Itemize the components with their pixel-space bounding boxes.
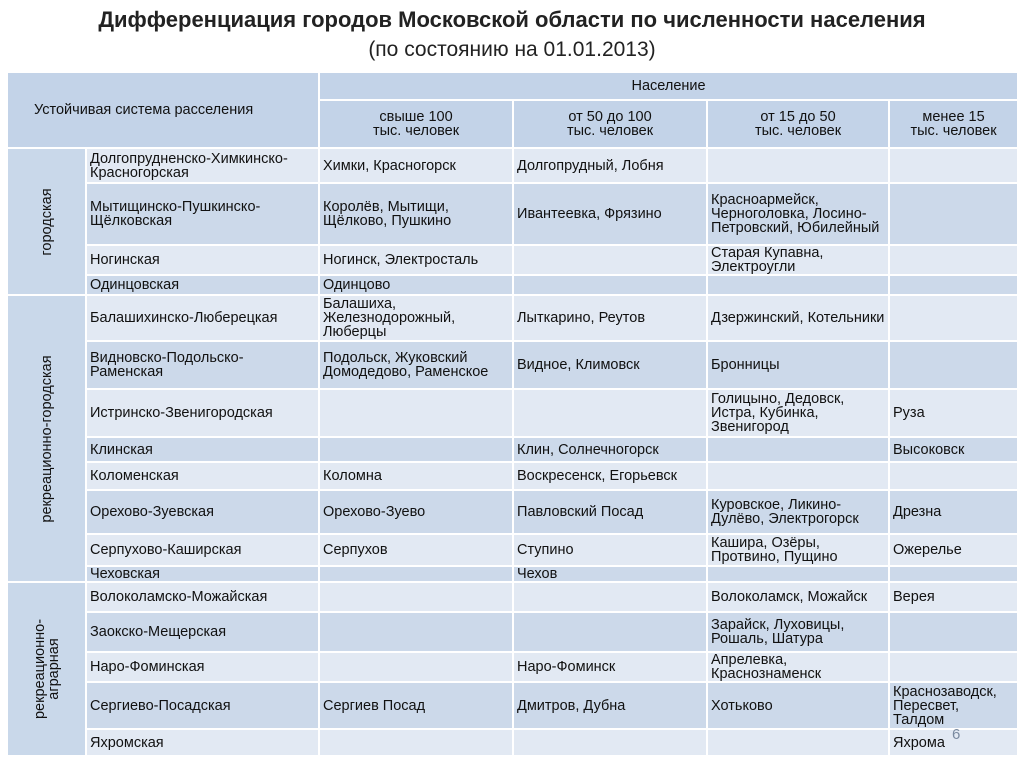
page-number: 6 — [952, 726, 961, 743]
table-row — [7, 275, 1018, 295]
cities-cell: Ожерелье — [889, 534, 1018, 566]
cities-cell — [889, 183, 1018, 245]
group-label-line: городская — [38, 187, 55, 256]
cities-cell: Дзержинский, Котельники — [707, 295, 889, 341]
cities-cell — [889, 341, 1018, 389]
table-row — [7, 341, 1018, 389]
cities-cell — [707, 566, 889, 582]
cities-cell: Коломна — [319, 462, 513, 490]
cities-cell — [707, 275, 889, 295]
group-label-line: рекреационно- — [31, 618, 48, 720]
cities-cell: Старая Купавна, Электроугли — [707, 245, 889, 275]
group-label-text — [33, 619, 61, 719]
cities-cell: Наро-Фоминск — [513, 652, 707, 682]
cities-cell: Сергиев Посад — [319, 682, 513, 729]
header-col-4 — [889, 100, 1018, 148]
table-row — [7, 245, 1018, 275]
table-row — [7, 612, 1018, 652]
table-row — [7, 183, 1018, 245]
system-name-cell: Истринско-Звенигородская — [86, 389, 319, 437]
cities-cell: Руза — [889, 389, 1018, 437]
cities-cell: Королёв, Мытищи, Щёлково, Пушкино — [319, 183, 513, 245]
group-label-1 — [7, 295, 86, 582]
system-name-cell: Ногинская — [86, 245, 319, 275]
system-name-cell: Чеховская — [86, 566, 319, 582]
group-label-text — [40, 355, 54, 522]
group-label-line: рекреационно-городская — [38, 354, 55, 523]
cities-cell — [319, 729, 513, 756]
cities-cell: Ивантеевка, Фрязино — [513, 183, 707, 245]
cities-cell: Яхрома — [889, 729, 1018, 756]
cities-cell: Зарайск, Луховицы, Рошаль, Шатура — [707, 612, 889, 652]
cities-cell: Серпухов — [319, 534, 513, 566]
header-col-line: тыс. человек — [910, 123, 997, 139]
cities-cell: Долгопрудный, Лобня — [513, 148, 707, 183]
table-row — [7, 566, 1018, 582]
cities-cell — [513, 582, 707, 612]
cities-cell — [889, 612, 1018, 652]
cities-cell: Лыткарино, Реутов — [513, 295, 707, 341]
cities-cell: Апрелевка, Краснознаменск — [707, 652, 889, 682]
cities-cell: Красноармейск, Черноголовка, Лосино-Петровский, Юбилейный — [707, 183, 889, 245]
cities-cell — [889, 652, 1018, 682]
cities-cell: Видное, Климовск — [513, 341, 707, 389]
cities-cell — [889, 566, 1018, 582]
cities-cell: Краснозаводск, Пересвет, Талдом — [889, 682, 1018, 729]
system-name-cell: Долгопрудненско-Химкинско-Красногорская — [86, 148, 319, 183]
cities-cell — [707, 462, 889, 490]
table-row — [7, 534, 1018, 566]
table-row — [7, 490, 1018, 534]
system-name-cell: Коломенская — [86, 462, 319, 490]
cities-cell: Чехов — [513, 566, 707, 582]
table-row — [7, 437, 1018, 462]
cities-cell: Кашира, Озёры, Протвино, Пущино — [707, 534, 889, 566]
cities-cell: Павловский Посад — [513, 490, 707, 534]
header-col-line: свыше 100 — [379, 109, 453, 125]
cities-cell — [707, 729, 889, 756]
cities-cell — [707, 437, 889, 462]
header-col-line: менее 15 — [922, 109, 985, 125]
cities-cell: Дрезна — [889, 490, 1018, 534]
header-col-line: тыс. человек — [372, 123, 460, 139]
system-name-cell: Волоколамско-Можайская — [86, 582, 319, 612]
header-system: Устойчивая система расселения — [7, 72, 319, 148]
cities-cell: Подольск, Жуковский Домодедово, Раменское — [319, 341, 513, 389]
header-col-line: тыс. человек — [754, 123, 842, 139]
cities-cell: Воскресенск, Егорьевск — [513, 462, 707, 490]
cities-cell — [889, 148, 1018, 183]
header-col-line: от 50 до 100 — [568, 109, 652, 125]
cities-cell — [513, 245, 707, 275]
cities-cell — [319, 612, 513, 652]
cities-cell — [513, 612, 707, 652]
system-name-cell: Орехово-Зуевская — [86, 490, 319, 534]
cities-cell — [889, 275, 1018, 295]
cities-cell — [707, 148, 889, 183]
cities-cell — [889, 245, 1018, 275]
table-row — [7, 682, 1018, 729]
cities-cell: Верея — [889, 582, 1018, 612]
header-col-line: от 15 до 50 — [760, 109, 836, 125]
cities-cell — [319, 566, 513, 582]
cities-cell: Балашиха, Железнодорожный, Люберцы — [319, 295, 513, 341]
cities-cell: Волоколамск, Можайск — [707, 582, 889, 612]
group-label-2 — [7, 582, 86, 756]
table-row — [7, 729, 1018, 756]
system-name-cell: Мытищинско-Пушкинско-Щёлковская — [86, 183, 319, 245]
system-name-cell: Сергиево-Посадская — [86, 682, 319, 729]
cities-cell: Клин, Солнечногорск — [513, 437, 707, 462]
system-name-cell: Балашихинско-Люберецкая — [86, 295, 319, 341]
page-title: Дифференциация городов Московской области по численности населения — [98, 7, 926, 32]
cities-cell — [513, 729, 707, 756]
system-name-cell: Яхромская — [86, 729, 319, 756]
cities-cell: Ступино — [513, 534, 707, 566]
table-row — [7, 462, 1018, 490]
cities-cell — [513, 275, 707, 295]
system-name-cell: Наро-Фоминская — [86, 652, 319, 682]
system-name-cell: Видновско-Подольско-Раменская — [86, 341, 319, 389]
system-name-cell: Клинская — [86, 437, 319, 462]
cities-cell — [319, 389, 513, 437]
system-name-cell: Серпухово-Каширская — [86, 534, 319, 566]
cities-cell: Ногинск, Электросталь — [319, 245, 513, 275]
cities-cell: Куровское, Ликино-Дулёво, Электрогорск — [707, 490, 889, 534]
table-row — [7, 148, 1018, 183]
cities-cell — [319, 582, 513, 612]
cities-cell: Голицыно, Дедовск, Истра, Кубинка, Звенигород — [707, 389, 889, 437]
header-col-line: тыс. человек — [566, 123, 654, 139]
cities-cell — [319, 437, 513, 462]
cities-cell: Хотьково — [707, 682, 889, 729]
group-label-line: аграрная — [45, 638, 62, 700]
page-subtitle: (по состоянию на 01.01.2013) — [368, 38, 656, 61]
cities-cell: Орехово-Зуево — [319, 490, 513, 534]
cities-cell — [889, 462, 1018, 490]
settlement-table — [6, 71, 1019, 757]
cities-cell: Высоковск — [889, 437, 1018, 462]
group-label-0 — [7, 148, 86, 295]
table-row — [7, 652, 1018, 682]
header-population: Население — [319, 72, 1018, 100]
header-col-3 — [707, 100, 889, 148]
cities-cell: Дмитров, Дубна — [513, 682, 707, 729]
system-name-cell: Одинцовская — [86, 275, 319, 295]
cities-cell — [889, 295, 1018, 341]
table-row — [7, 389, 1018, 437]
header-col-2 — [513, 100, 707, 148]
cities-cell: Химки, Красногорск — [319, 148, 513, 183]
table-row — [7, 582, 1018, 612]
table-row — [7, 295, 1018, 341]
cities-cell — [319, 652, 513, 682]
cities-cell: Одинцово — [319, 275, 513, 295]
group-label-text — [40, 188, 54, 255]
cities-cell: Бронницы — [707, 341, 889, 389]
cities-cell — [513, 389, 707, 437]
system-name-cell: Заокско-Мещерская — [86, 612, 319, 652]
header-col-1 — [319, 100, 513, 148]
